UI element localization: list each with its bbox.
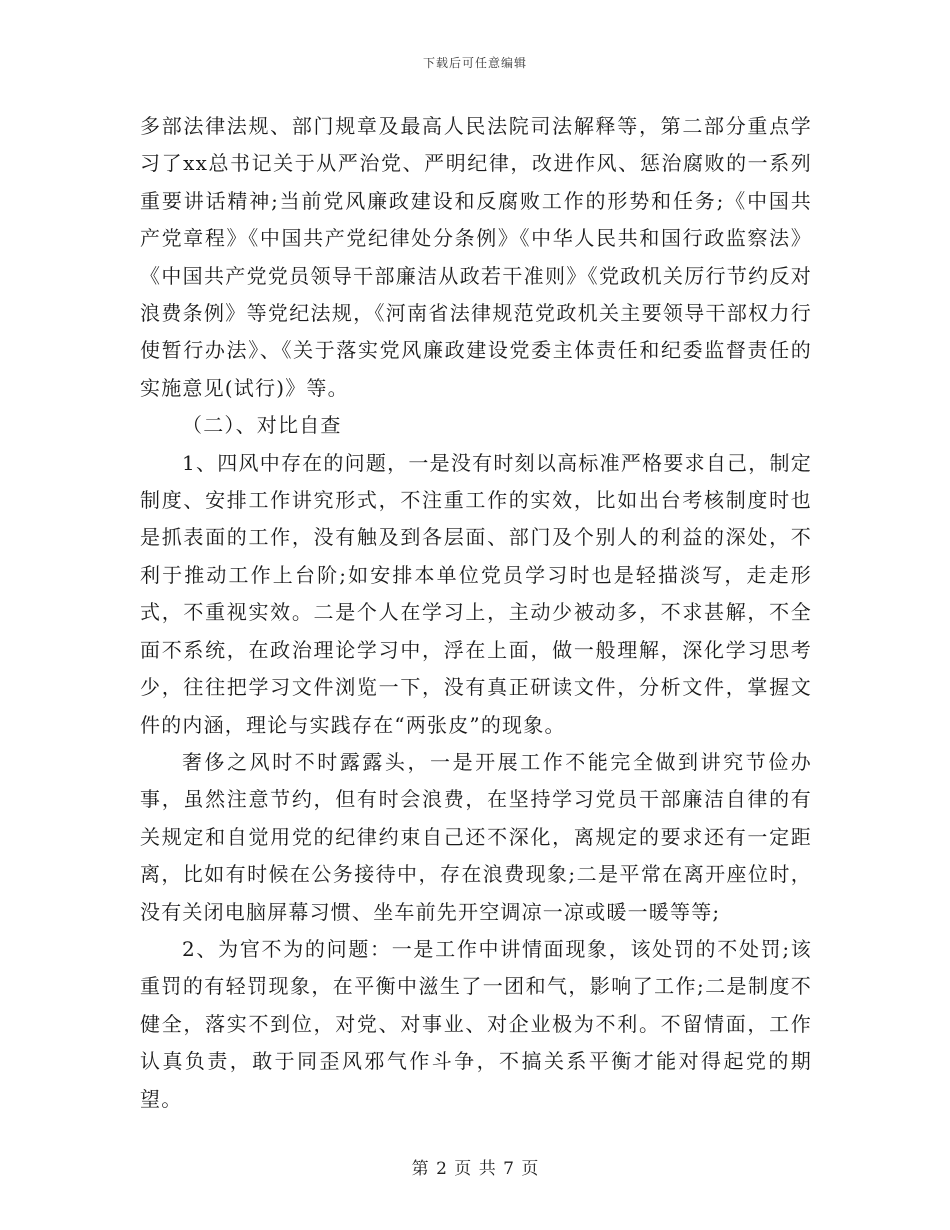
page-header: 下载后可任意编辑 xyxy=(422,56,527,70)
section-heading: （二）、对比自查 xyxy=(182,413,342,438)
page-number-footer: 第 2 页 共 7 页 xyxy=(411,1159,539,1179)
paragraph-four-styles: 1、四风中存在的问题，一是没有时刻以高标准严格要求自己，制定制度、安排工作讲究形式，不注重工作的实效，比如出台考核制度时也是抓表面的工作，没有触及到各层面、部门及个别人的利益的深处，不利于推动工作上台阶;如安排本单位党员学习时也是轻描淡写，走走形式，不重视实效。二是个人在学习上，主动少被动多，不求甚解，不全面不系统，在政治理论学习中，浮在上面，做一般理解，深化学习思考少，往往把学习文件浏览一下，没有真正研读文件，分析文件，掌握文件的内涵，理论与实践存在“两张皮”的现象。 xyxy=(140,450,812,737)
document-body xyxy=(140,108,812,1118)
paragraph-continued: 多部法律法规、部门规章及最高人民法院司法解释等，第二部分重点学习了xx总书记关于从严治党、严明纪律，改进作风、惩治腐败的一系列重要讲话精神;当前党风廉政建设和反腐败工作的形势和任务;《中国共产党章程》《中国共产党纪律处分条例》《中华人民共和国行政监察法》《中国共产党党员领导干部廉洁从政若干准则》《党政机关厉行节约反对浪费条例》等党纪法规，《河南省法律规范党政机关主要领导干部权力行使暂行办法》、《关于落实党风廉政建设党委主体责任和纪委监督责任的实施意见(试行)》等。 xyxy=(140,114,812,400)
paragraph-inaction: 2、为官不为的问题：一是工作中讲情面现象，该处罚的不处罚;该重罚的有轻罚现象，在平衡中滋生了一团和气，影响了工作;二是制度不健全，落实不到位，对党、对事业、对企业极为不利。不留情面，工作认真负责，敢于同歪风邪气作斗争，不搞关系平衡才能对得起党的期望。 xyxy=(140,936,812,1111)
paragraph-extravagance: 奢侈之风时不时露露头，一是开展工作不能完全做到讲究节俭办事，虽然注意节约，但有时会浪费，在坚持学习党员干部廉洁自律的有关规定和自觉用党的纪律约束自己还不深化，离规定的要求还有一定距离，比如有时候在公务接待中，存在浪费现象;二是平常在离开座位时，没有关闭电脑屏幕习惯、坐车前先开空调凉一凉或暖一暖等等; xyxy=(140,749,812,924)
